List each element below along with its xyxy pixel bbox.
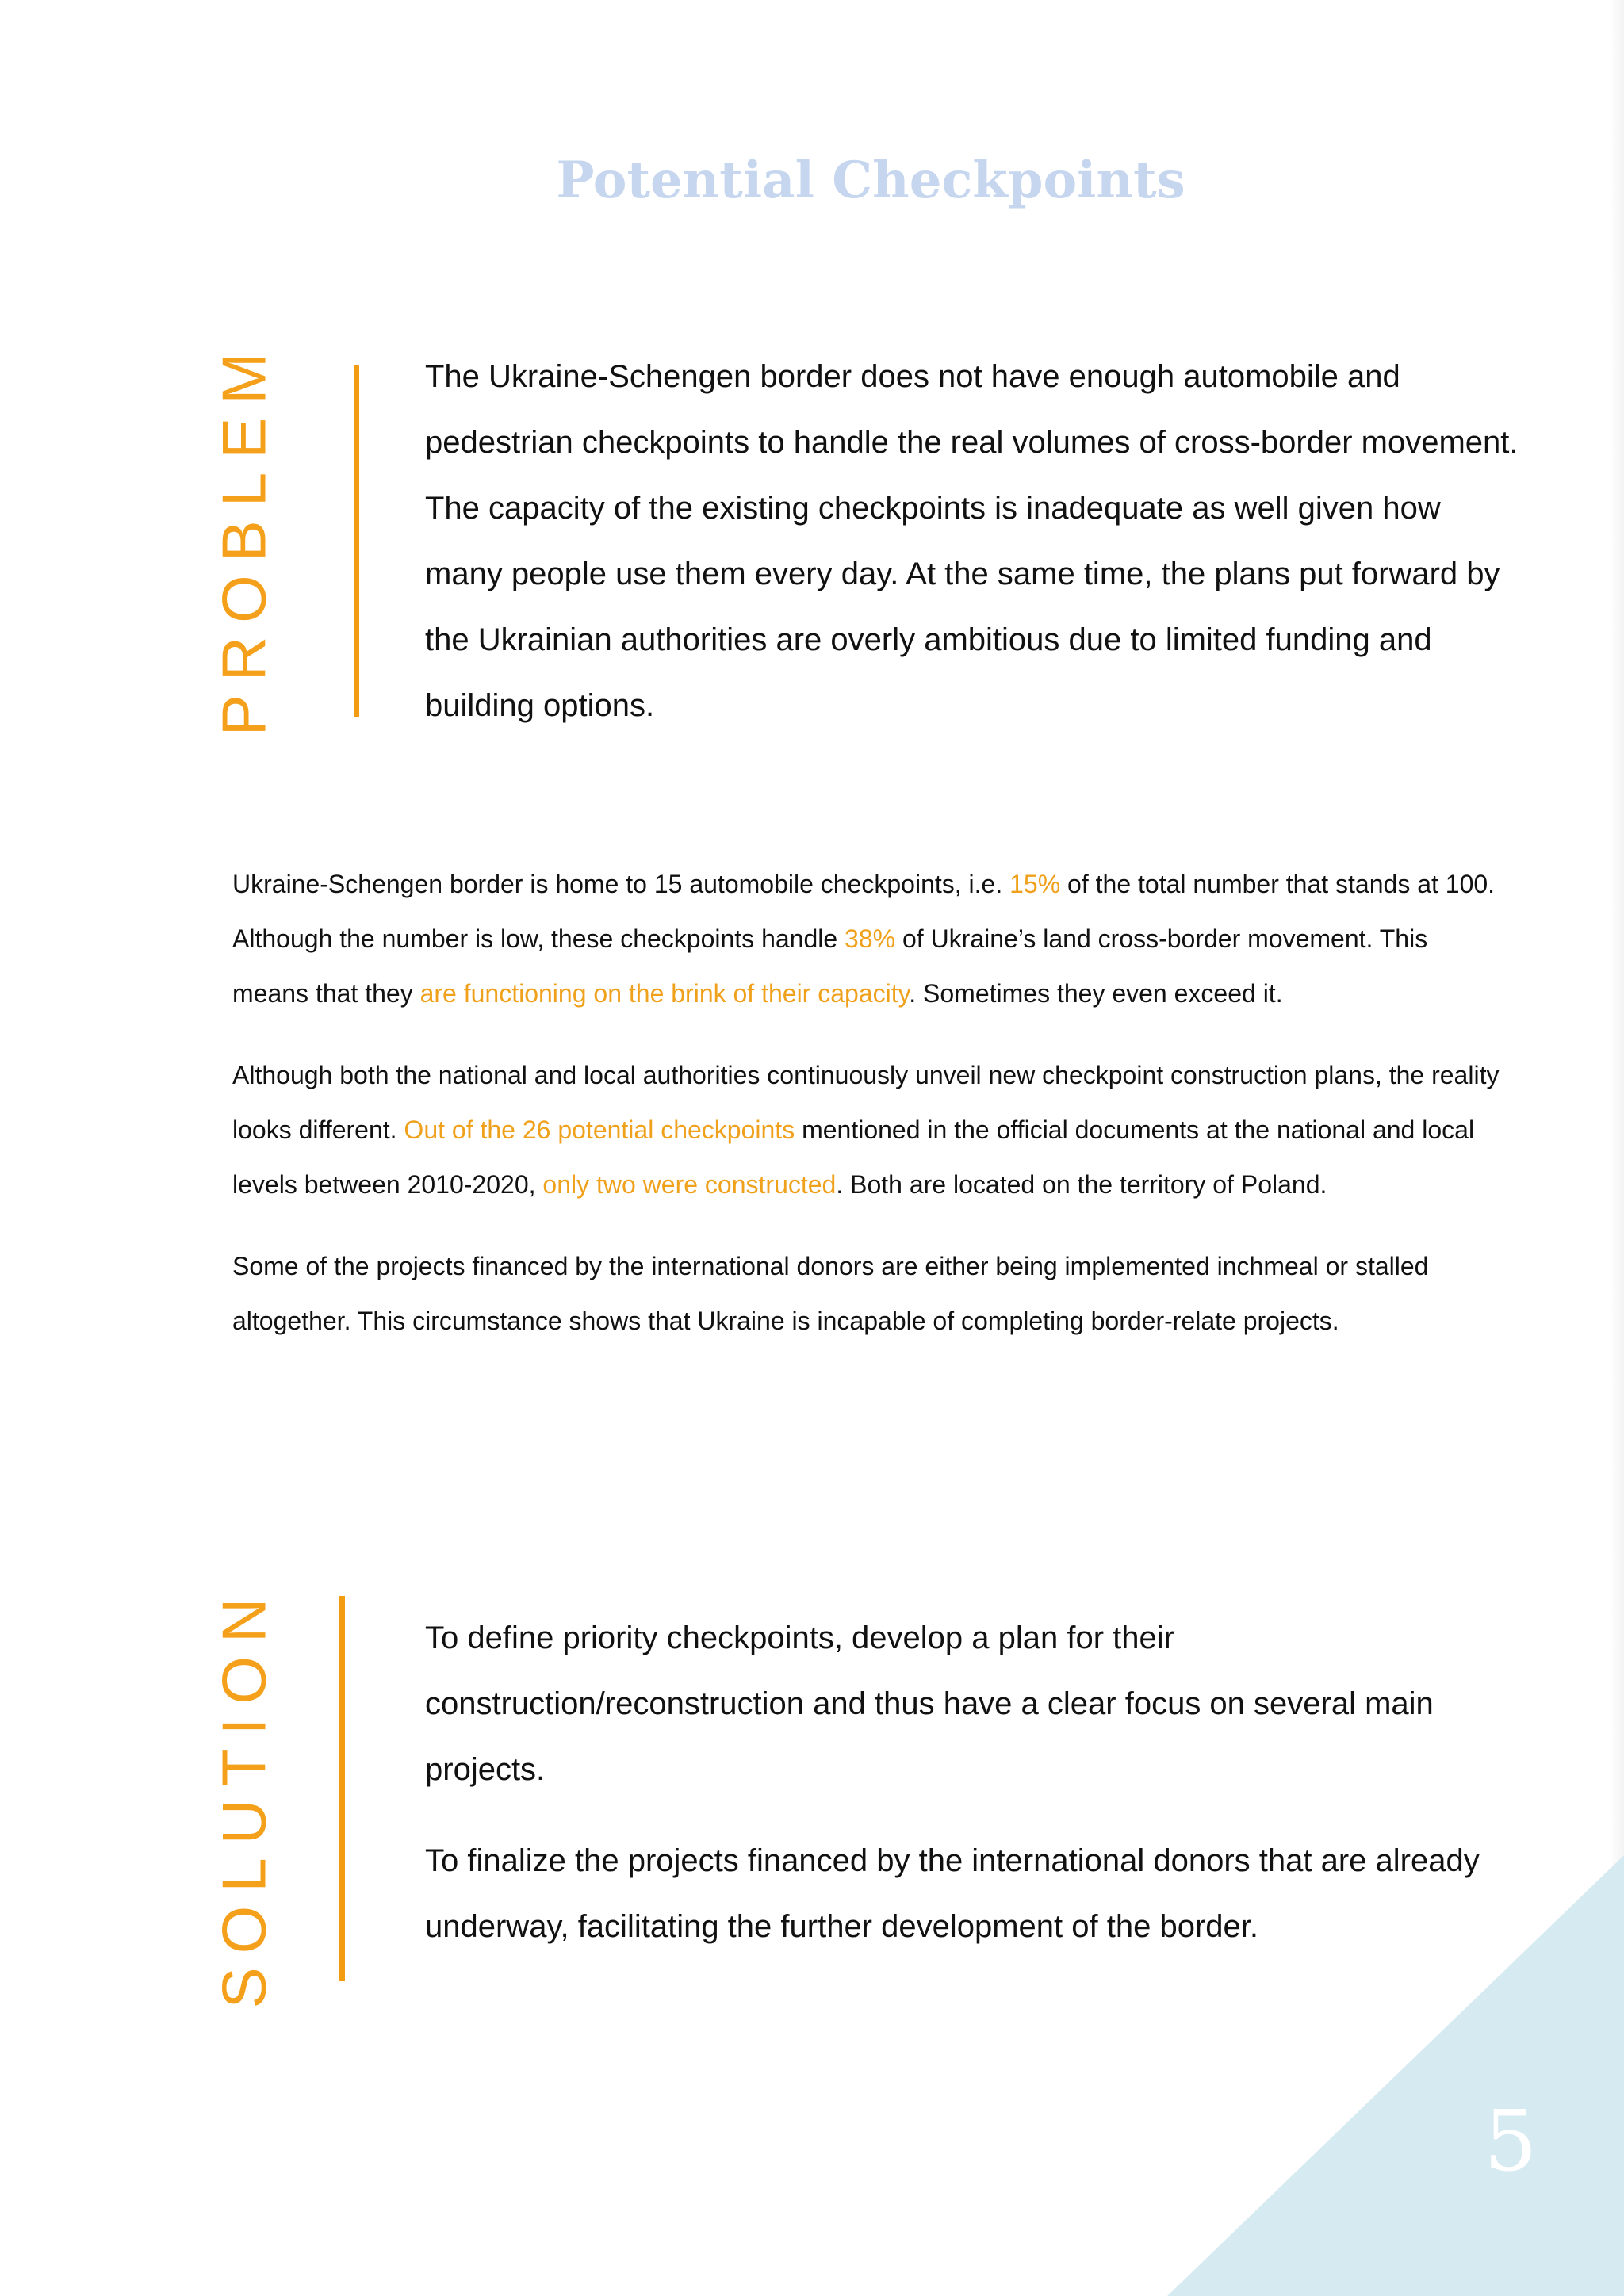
highlight-capacity: are functioning on the brink of their capacity <box>419 979 910 1008</box>
body-text <box>232 857 1509 1376</box>
body-paragraph-2 <box>232 1048 1509 1212</box>
page-number: 5 <box>1484 2092 1538 2190</box>
body-paragraph-1 <box>232 857 1509 1021</box>
highlight-15-percent: 15% <box>1009 870 1061 898</box>
solution-accent-bar <box>339 1596 345 1981</box>
highlight-38-percent: 38% <box>845 924 896 953</box>
text-run: of Ukraine’s land cross-border movement. This means that they <box>232 924 1428 1008</box>
highlight-potential-checkpoints: Out of the 26 potential checkpoints <box>404 1115 795 1144</box>
text-run: of the total number that stands at 100. Although the number is low, these checkpoints handle <box>232 870 1496 953</box>
problem-label-text: PROBLEM <box>209 339 279 737</box>
text-run: mentioned in the official documents at the national and local levels between 2010-2020, <box>232 1115 1475 1199</box>
highlight-constructed: only two were constructed <box>542 1170 837 1199</box>
solution-text-2: To finalize the projects financed by the international donors that are already underway, facilitating the further development of the border. <box>425 1843 1480 1944</box>
solution-callout <box>425 1605 1519 1960</box>
text-run: Ukraine-Schengen border is home to 15 automobile checkpoints, i.e. <box>232 870 1010 898</box>
page-title: Potential Checkpoints <box>556 151 1185 210</box>
problem-text: The Ukraine-Schengen border does not have enough automobile and pedestrian checkpoints to handle the real volumes of cross-border movement. The capacity of the existing checkpoints is inadequate as well given how many people use them every day. At the same time, the plans put forward by the Ukrainian authorities are overly ambitious due to limited funding and building options. <box>425 359 1519 723</box>
solution-text-1: To define priority checkpoints, develop a plan for their construction/reconstruction and thus have a clear focus on several main projects. <box>425 1621 1434 1787</box>
text-run: Although both the national and local authorities continuously unveil new checkpoint construction plans, the reality looks different. <box>232 1061 1500 1144</box>
text-run: . Both are located on the territory of Poland. <box>836 1170 1327 1199</box>
body-paragraph-3: Some of the projects financed by the international donors are either being implemented inchmeal or stalled altogether. This circumstance shows that Ukraine is incapable of completing border-relate projects. <box>232 1252 1429 1335</box>
solution-label-text: SOLUTION <box>209 1584 279 2009</box>
text-run: . Sometimes they even exceed it. <box>909 979 1283 1008</box>
problem-accent-bar <box>354 365 359 717</box>
problem-callout <box>425 344 1519 739</box>
